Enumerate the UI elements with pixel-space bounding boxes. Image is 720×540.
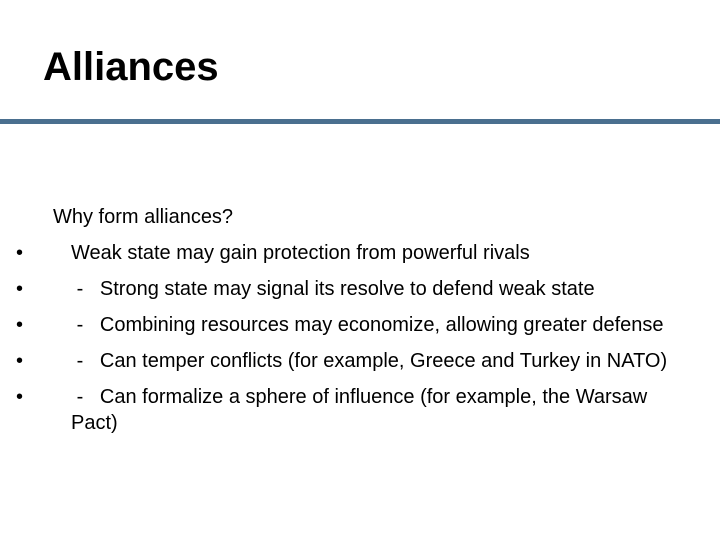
slide-title: Alliances bbox=[43, 45, 219, 89]
bullet-text: - Combining resources may economize, allowing greater defense bbox=[71, 314, 664, 336]
title-divider bbox=[0, 119, 720, 124]
bullet-item bbox=[0, 276, 671, 302]
bullet-dot-icon: • bbox=[16, 278, 24, 300]
bullet-list bbox=[0, 240, 720, 436]
bullet-item bbox=[0, 348, 671, 374]
intro-question: Why form alliances? bbox=[53, 206, 234, 228]
bullet-item bbox=[0, 384, 671, 436]
bullet-item bbox=[0, 312, 671, 338]
bullet-dot-icon: • bbox=[16, 242, 24, 264]
bullet-text: - Can temper conflicts (for example, Greece and Turkey in NATO) bbox=[71, 350, 668, 372]
bullet-dot-icon: • bbox=[16, 350, 24, 372]
bullet-text: - Strong state may signal its resolve to defend weak state bbox=[71, 278, 595, 300]
bullet-item bbox=[0, 240, 671, 266]
bullet-text: Weak state may gain protection from powerful rivals bbox=[71, 242, 530, 264]
bullet-text: - Can formalize a sphere of influence (for example, the Warsaw Pact) bbox=[71, 386, 653, 434]
bullet-dot-icon: • bbox=[16, 386, 24, 408]
bullet-dot-icon: • bbox=[16, 314, 24, 336]
